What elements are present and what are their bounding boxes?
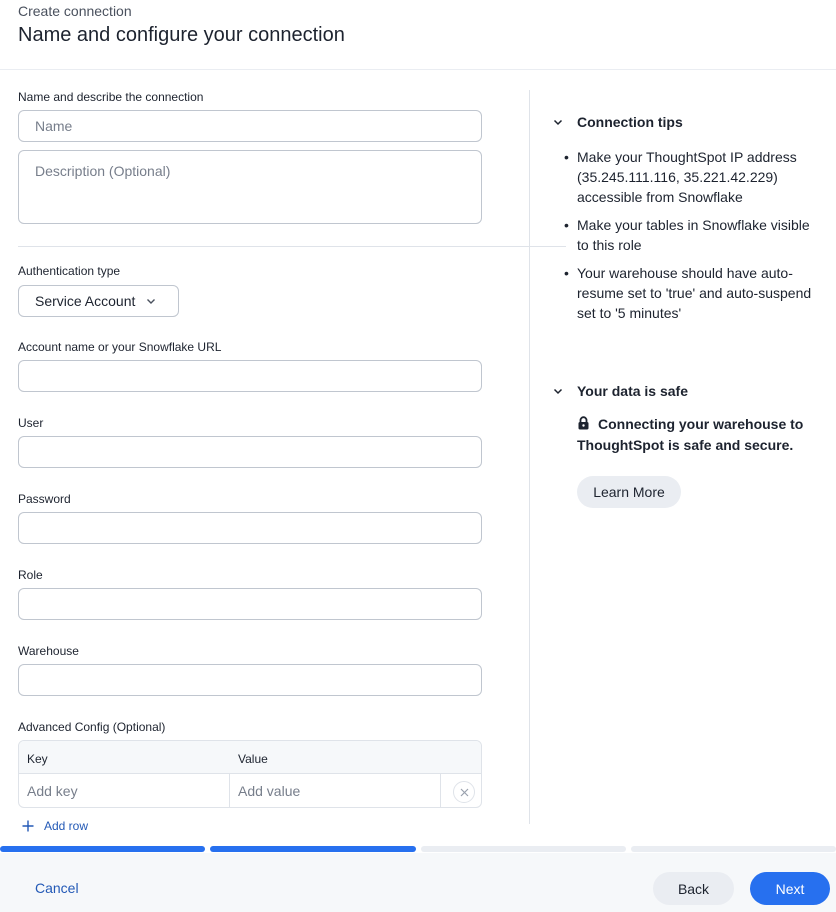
list-item: • Your warehouse should have auto-resume set to 'true' and auto-suspend set to '5 minutes' [562,263,812,323]
learn-more-button[interactable]: Learn More [577,476,681,508]
user-label: User [18,416,44,430]
role-input[interactable] [18,588,482,620]
data-safe-title: Your data is safe [577,383,689,399]
list-item: • Make your tables in Snowflake visible to this role [562,215,812,255]
role-label: Role [18,568,43,582]
account-label: Account name or your Snowflake URL [18,340,222,354]
plus-icon [22,820,34,832]
progress-step-1 [0,846,205,852]
key-input[interactable]: Add key [27,783,78,799]
progress-step-2 [210,846,415,852]
data-safe-message [577,414,817,456]
column-separator [229,774,230,808]
chevron-down-icon [145,295,157,307]
tips-list [562,147,812,331]
account-input[interactable] [18,360,482,392]
password-input[interactable] [18,512,482,544]
breadcrumb: Create connection [18,3,132,19]
connection-tips-title: Connection tips [577,114,683,130]
warehouse-label: Warehouse [18,644,79,658]
description-input[interactable] [18,150,482,224]
add-row-button[interactable] [22,819,88,833]
table-row [19,774,481,808]
table-header [19,741,481,774]
section-divider [18,246,566,247]
user-input[interactable] [18,436,482,468]
progress-step-3 [421,846,626,852]
page-title: Name and configure your connection [18,24,345,46]
add-row-label: Add row [44,819,89,833]
auth-type-label: Authentication type [18,264,121,278]
progress-step-4 [631,846,836,852]
column-separator [440,774,441,808]
connection-tips-toggle[interactable] [552,114,683,130]
warehouse-input[interactable] [18,664,482,696]
data-safe-text: Connecting your warehouse to ThoughtSpot is safe and secure. [577,416,804,453]
close-icon [460,788,469,797]
data-safe-toggle[interactable] [552,383,688,399]
lock-icon [577,416,590,430]
column-divider [529,90,530,824]
advanced-config-table [18,740,482,808]
cancel-button[interactable]: Cancel [35,880,79,896]
password-label: Password [18,492,71,506]
back-button[interactable]: Back [653,872,734,905]
chevron-down-icon [552,385,564,397]
next-button[interactable]: Next [750,872,830,905]
page-header [0,0,836,70]
auth-type-value: Service Account [35,293,136,309]
auth-type-select[interactable] [18,285,179,317]
chevron-down-icon [552,116,564,128]
remove-row-button[interactable] [453,781,475,803]
key-column-header: Key [27,752,48,766]
name-input[interactable] [18,110,482,142]
name-section-label: Name and describe the connection [18,90,204,104]
value-column-header: Value [238,752,268,766]
value-input[interactable]: Add value [238,783,301,799]
list-item: • Make your ThoughtSpot IP address (35.245.111.116, 35.221.42.229) accessible from Snowflake [562,147,812,207]
advanced-config-label: Advanced Config (Optional) [18,720,166,734]
